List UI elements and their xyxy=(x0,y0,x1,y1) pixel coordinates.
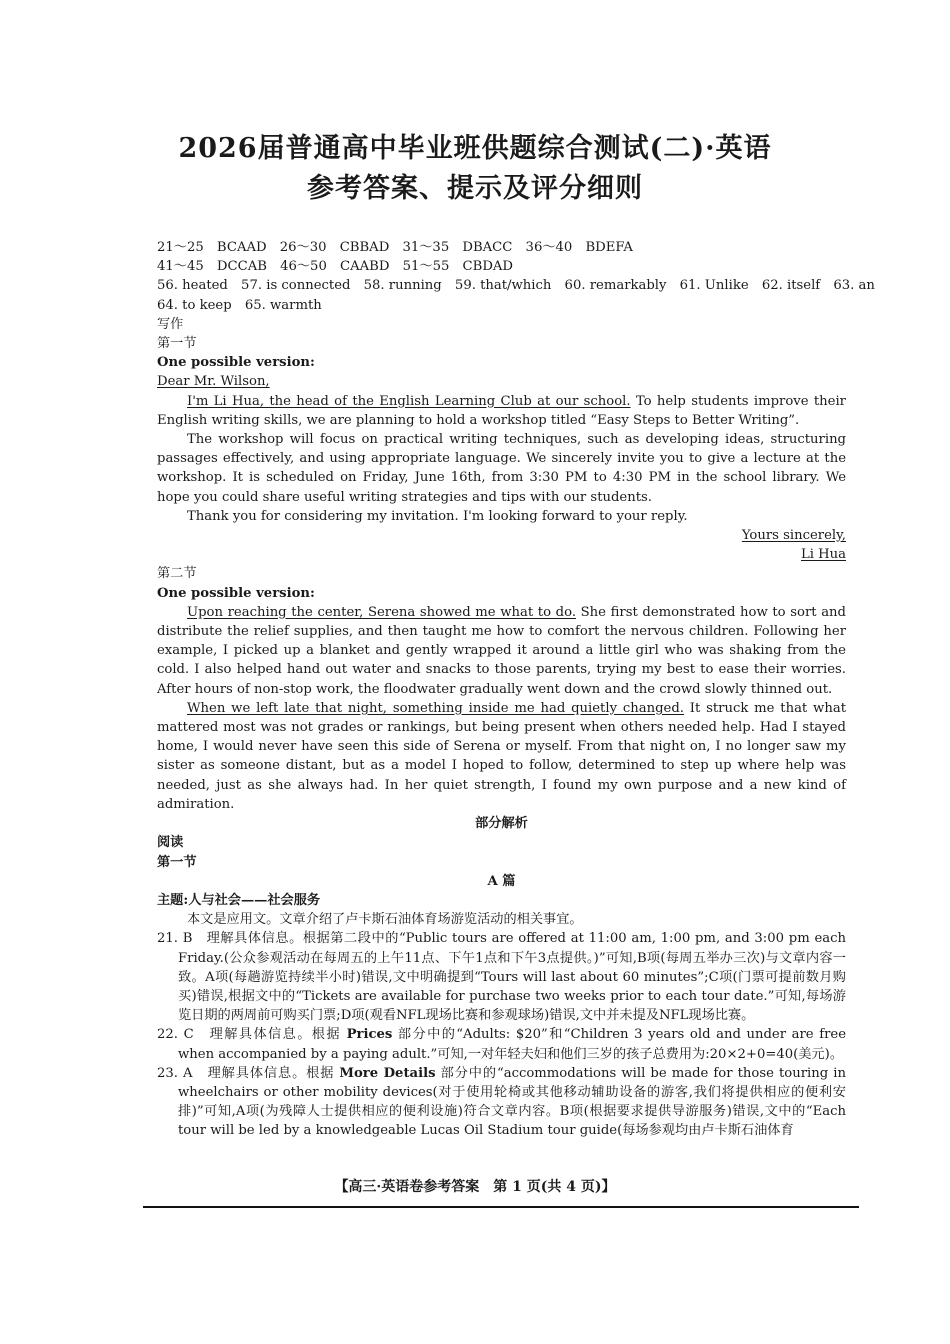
passage-theme: 主题:人与社会——社会服务 xyxy=(157,892,321,908)
explanation-q21: 21. B 理解具体信息。根据第二段中的“Public tours are offered at 11:00 am, 1:00 pm, and 3:00 pm each Friday.(公众参观活动在每周五的上午11点、下午1点和下午3点提供。)”可知,B项(每周五举办三次)与文章内容一致。A项(每趟游览持续半小时)错误,文中明确提到“Tours will last about 60 minutes”;C项(门票可提前数月购买)错误,根据文中的“Tickets are available for purchase two weeks prior to each tour date.”可知,每场游览日期的两周前可购买门票;D项(观看NFL现场比赛和参观球场)错误,文中并未提及NFL现场比赛。 xyxy=(157,931,846,1024)
writing-section1-heading: 第一节 xyxy=(157,336,197,352)
passage-intro: 本文是应用文。文章介绍了卢卡斯石油体育场游览活动的相关事宜。 xyxy=(187,912,583,928)
explanation-q23 xyxy=(157,1064,846,1141)
q22-bold-term: Prices xyxy=(346,1027,393,1043)
salutation-text: Dear Mr. Wilson, xyxy=(157,374,270,390)
closing-text: Yours sincerely, xyxy=(741,528,846,544)
q23-bold-term: More Details xyxy=(339,1065,436,1081)
answer-row-2: 41～45 DCCAB 46～50 CAABD 51～55 CBDAD xyxy=(157,259,514,275)
q22-text-a: 22. C 理解具体信息。根据 xyxy=(157,1027,347,1043)
writing-heading: 写作 xyxy=(157,316,184,332)
letter-paragraph-2: The workshop will focus on practical writing techniques, such as developing ideas, structuring passages effectively, and using appropriate language. We sincerely invite you to give a lecture at the workshop. It is scheduled on Friday, June 16th, from 3:30 PM to 4:30 PM in the school library. We hope you could share useful writing strategies and tips with our students. xyxy=(157,432,846,505)
q23-text-a: 23. A 理解具体信息。根据 xyxy=(157,1065,340,1081)
explanation-q22 xyxy=(157,1025,846,1063)
letter-closing xyxy=(157,526,846,545)
main-content xyxy=(157,238,875,1141)
analysis-heading: 部分解析 xyxy=(475,816,528,832)
paragraph-text: She first demonstrated how to sort and distribute the relief supplies, and then taught me how to comfort the nervous children. Following her example, I picked up a blanket and gently wrapped it around a little girl who was shaking from the cold. I also helped hand out water and snacks to those parents, trying my best to ease their worries. After hours of non-stop work, the floodwater gradually went down and the crowd slowly thinned out. xyxy=(157,604,846,697)
q23-text-b: 部分中的“accommodations will be made for those touring in wheelchairs or other mobility devices(对于使用轮椅或其他移动辅助设备的游客,我们将提供相应的便利安排)”可知,A项(为残障人士提供相应的便利设施)符合文章内容。B项(根据要求提供导游服务)错误,文中的“Each tour will be led by a knowledgeable Lucas Oil Stadium tour guide(每场参观均由卢卡斯石油体育 xyxy=(178,1065,847,1139)
underlined-sentence: Upon reaching the center, Serena showed me what to do. xyxy=(187,604,577,620)
page-footer: 【高三·英语卷参考答案 第 1 页(共 4 页)】 xyxy=(334,1179,616,1195)
letter-signature xyxy=(157,545,846,564)
underlined-sentence: I'm Li Hua, the head of the English Learning Club at our school. xyxy=(187,393,631,409)
underlined-sentence: When we left late that night, something inside me had quietly changed. xyxy=(187,700,684,716)
answer-row-1: 21～25 BCAAD 26～30 CBBAD 31～35 DBACC 36～40 BDEFA xyxy=(157,240,633,255)
document-title: 2026届普通高中毕业班供题综合测试(二)·英语 xyxy=(178,133,772,164)
story-paragraph-2 xyxy=(157,699,846,814)
q22-text-b: 部分中的“Adults: $20”和“Children 3 years old and under are free when accompanied by a paying adult.”可知,一对年轻夫妇和他们三岁的孩子总费用为:20×2+0=40(美元)。 xyxy=(178,1027,846,1062)
answer-row-3: 56. heated 57. is connected 58. running 59. that/which 60. remarkably 61. Unlike 62. itself 63. an xyxy=(157,278,875,294)
writing-section2-heading: 第二节 xyxy=(157,566,197,582)
reading-section1-heading: 第一节 xyxy=(157,854,197,870)
signature-text: Li Hua xyxy=(800,547,846,563)
paragraph-text: To help students improve their English writing skills, we are planning to hold a workshop titled “Easy Steps to Better Writing”. xyxy=(157,393,846,428)
document-subtitle: 参考答案、提示及评分细则 xyxy=(307,173,643,204)
story-paragraph-1 xyxy=(157,603,846,699)
answer-row-4: 64. to keep 65. warmth xyxy=(157,297,322,313)
reading-heading: 阅读 xyxy=(157,835,184,851)
paragraph-text: It struck me that what mattered most was not grades or rankings, but being present when others needed help. Had I stayed home, I would never have seen this side of Serena or myself. From that night on, I no longer saw my sister as someone distant, but as a model I hoped to follow, determined to step up where help was needed, just as she always had. In her quiet strength, I found my own purpose and a new kind of admiration. xyxy=(157,700,846,812)
version-label-2: One possible version: xyxy=(157,585,315,601)
footer-rule xyxy=(143,1206,859,1208)
letter-paragraph-3: Thank you for considering my invitation. I'm looking forward to your reply. xyxy=(187,508,688,524)
letter-salutation xyxy=(157,372,846,391)
version-label-1: One possible version: xyxy=(157,355,315,371)
passage-a-heading: A 篇 xyxy=(487,873,516,889)
letter-paragraph-1 xyxy=(157,392,846,430)
